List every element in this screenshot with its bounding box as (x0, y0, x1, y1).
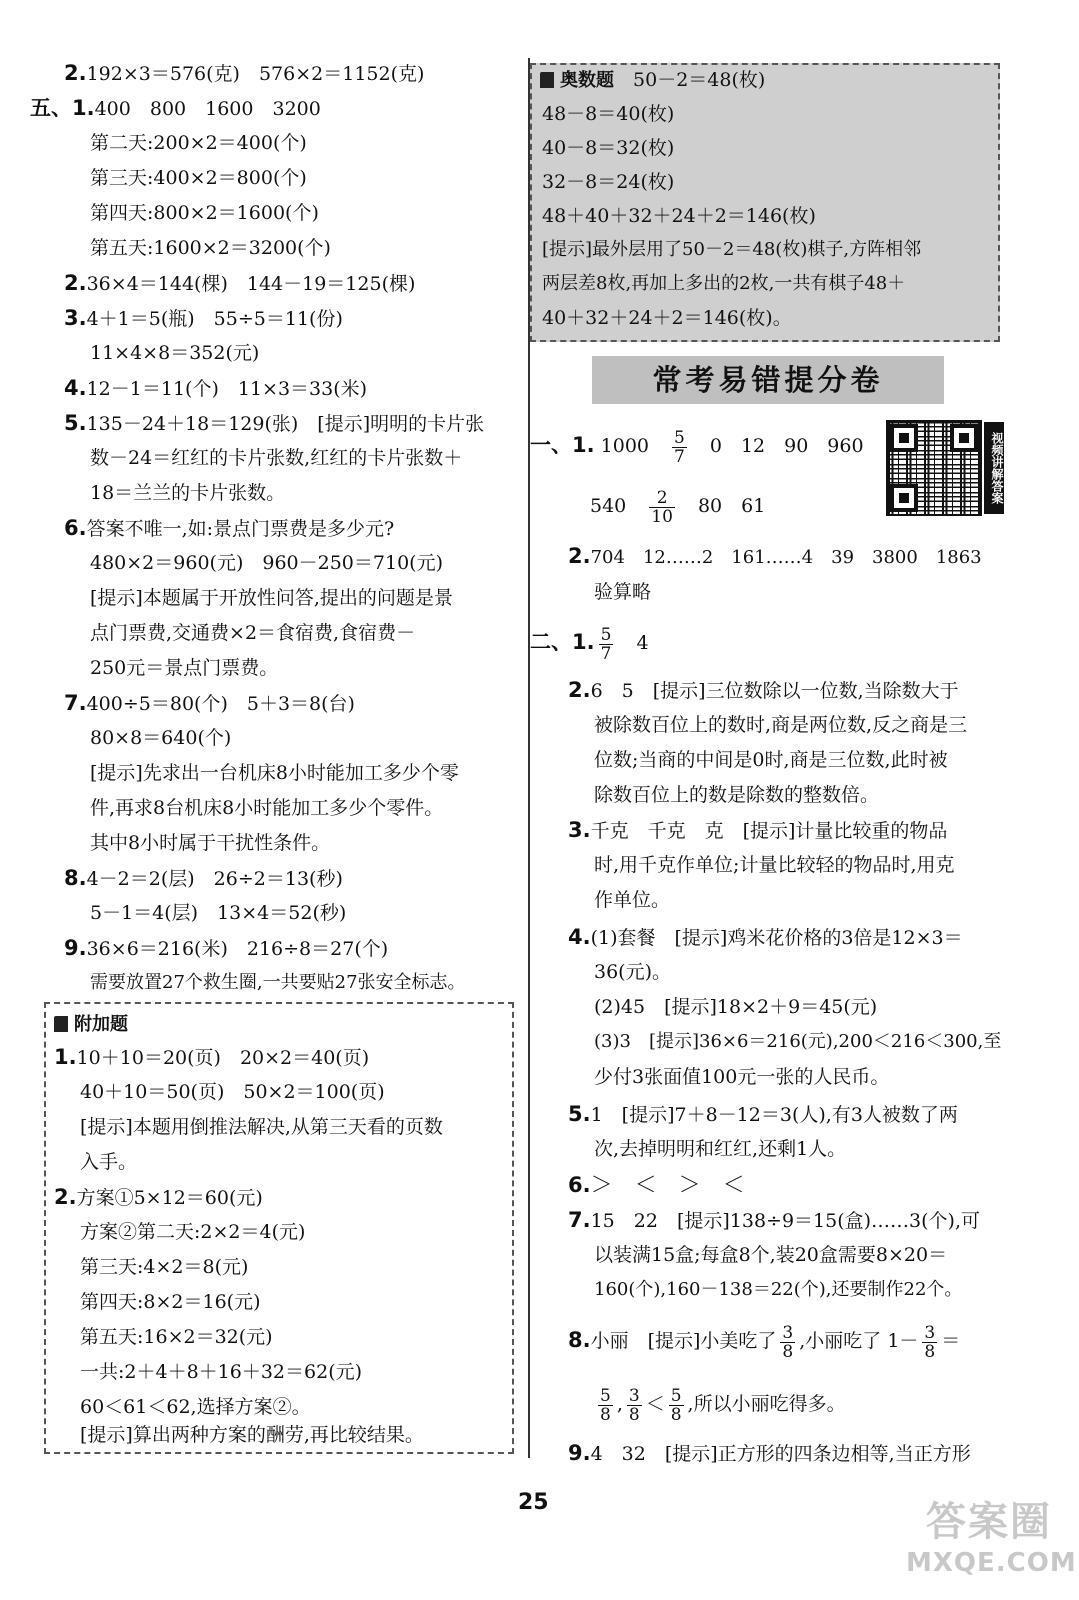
fraction-numerator: 3 (628, 1385, 640, 1406)
item-number: 6. (64, 516, 87, 540)
answer-line: 第五天:1600×2＝3200(个) (90, 237, 331, 259)
answer-line (64, 513, 394, 544)
qr-label: 视频讲解答案 (984, 422, 1004, 514)
answer-text: , (616, 1393, 623, 1415)
answer-line: 方案②第二天:2×2＝4(元) (80, 1221, 306, 1243)
answer-line: 作单位。 (594, 889, 671, 911)
fraction (599, 626, 614, 663)
fraction-denominator: 8 (670, 1404, 682, 1425)
fraction-denominator: 8 (924, 1341, 936, 1362)
answer-line: 验算略 (594, 581, 652, 603)
answer-text: 50－2＝48(枚) (633, 69, 766, 91)
answer-text: 6 5 [提示]三位数除以一位数,当除数大于 (590, 680, 959, 702)
answer-line (568, 1099, 958, 1130)
answer-line (568, 922, 963, 953)
answer-line: 48－8＝40(枚) (542, 103, 675, 125)
box-heading: 附加题 (54, 1010, 128, 1040)
answer-line: (3)3 [提示]36×6＝216(元),200＜216＜300,至 (594, 1031, 1002, 1052)
answer-line: 时,用千克作单位;计量比较轻的物品时,用克 (594, 854, 955, 876)
answer-line: 11×4×8＝352(元) (90, 342, 260, 364)
answer-line: [提示]算出两种方案的酬劳,再比较结果。 (80, 1424, 424, 1446)
answer-line: 250元＝景点门票费。 (90, 657, 279, 679)
answer-line (568, 1320, 960, 1361)
section-number: 一、 (530, 433, 572, 457)
answer-line: 被除数百位上的数时,商是两位数,反之商是三 (594, 714, 968, 736)
fraction (669, 1387, 684, 1424)
fraction (598, 1387, 613, 1424)
answer-line (54, 1042, 369, 1073)
qr-finder-icon (890, 424, 918, 452)
answer-line (568, 1205, 980, 1236)
answer-text: ,小丽吃了 1－ (799, 1330, 919, 1352)
box-heading: 奥数题 (540, 70, 614, 91)
answer-line: 36(元)。 (594, 961, 672, 983)
item-number: 8. (64, 866, 87, 890)
answer-line (64, 373, 367, 404)
fraction-numerator: 5 (674, 427, 685, 448)
answer-line: 少付3张面值100元一张的人民币。 (594, 1066, 890, 1088)
answer-text: 4－2＝2(层) 26÷2＝13(秒) (86, 868, 343, 890)
answer-line (64, 408, 484, 439)
answer-text: 0 12 90 960 (709, 435, 864, 457)
answer-line: 40＋10＝50(页) 50×2＝100(页) (80, 1081, 385, 1103)
answer-text: 10＋10＝20(页) 20×2＝40(页) (76, 1047, 370, 1069)
answer-line (530, 622, 649, 663)
answer-line (64, 688, 355, 719)
answer-line: 第五天:16×2＝32(元) (80, 1326, 273, 1348)
answer-line: 其中8小时属于干扰性条件。 (90, 832, 331, 854)
page-number: 25 (518, 1490, 549, 1515)
answer-text: ,所以小丽吃得多。 (687, 1393, 846, 1415)
item-number: 4. (64, 376, 87, 400)
answer-line: 第三天:400×2＝800(个) (90, 167, 307, 189)
qr-code-icon[interactable] (886, 420, 982, 516)
watermark-logo (906, 1498, 1077, 1594)
fraction-denominator: 10 (651, 506, 673, 527)
fraction-denominator: 8 (600, 1404, 611, 1425)
item-number: 2. (64, 271, 87, 295)
answer-line: 第四天:8×2＝16(元) (80, 1291, 261, 1313)
answer-line (530, 425, 864, 466)
answer-text: 千克 千克 克 [提示]计量比较重的物品 (590, 820, 948, 842)
answer-line: [提示]最外层用了50－2＝48(枚)棋子,方阵相邻 (542, 239, 922, 260)
answer-text: ＜ (645, 1393, 665, 1415)
answer-line (64, 268, 415, 299)
qr-finder-icon (890, 484, 918, 512)
item-number: 1. (72, 96, 95, 120)
answer-line: 32－8＝24(枚) (542, 171, 675, 193)
fraction (922, 1324, 937, 1361)
fraction (780, 1324, 795, 1361)
answer-line: 两层差8枚,再加上多出的2枚,一共有棋子48＋ (542, 273, 906, 294)
answer-line (64, 58, 424, 89)
fraction-denominator: 7 (674, 446, 685, 467)
answer-line: 80×8＝640(个) (90, 727, 232, 749)
item-number: 2. (568, 678, 591, 702)
extra-questions-box (44, 1002, 514, 1454)
answer-text: 1 [提示]7＋8－12＝3(人),有3人被数了两 (590, 1104, 958, 1126)
item-number: 2. (54, 1185, 77, 1209)
answer-line: 第四天:800×2＝1600(个) (90, 202, 319, 224)
fraction (672, 429, 687, 466)
answer-line: 40＋32＋24＋2＝146(枚)。 (542, 307, 792, 329)
answer-text: 12－1＝11(个) 11×3＝33(米) (86, 378, 368, 400)
answer-line: 以装满15盒;每盒8个,装20盒需要8×20＝ (594, 1244, 948, 1266)
answer-text: 36×6＝216(米) 216÷8＝27(个) (86, 938, 389, 960)
banner-title: 常考易错提分卷 (652, 363, 884, 397)
answer-text: 80 61 (697, 495, 766, 517)
answer-line (568, 1438, 971, 1469)
fraction (627, 1387, 642, 1424)
answer-text: 400÷5＝80(个) 5＋3＝8(台) (86, 693, 355, 715)
section-banner (592, 356, 944, 404)
item-number: 8. (568, 1328, 591, 1352)
item-number: 6. (568, 1173, 591, 1197)
qr-finder-icon (950, 424, 978, 452)
answer-line: [提示]本题属于开放性问答,提出的问题是景 (90, 587, 453, 609)
answer-line: 入手。 (80, 1151, 138, 1173)
section-number: 二、 (530, 630, 572, 654)
item-number: 2. (568, 544, 591, 568)
answer-line: 60＜61＜62,选择方案②。 (80, 1396, 311, 1418)
item-number: 7. (568, 1208, 591, 1232)
answer-line: 160(个),160－138＝22(个),还要制作22个。 (594, 1279, 963, 1300)
fraction-numerator: 3 (924, 1322, 936, 1343)
answer-line: 点门票费,交通费×2＝食宿费,食宿费－ (90, 622, 416, 644)
answer-line (594, 1384, 846, 1424)
answer-line: 需要放置27个救生圈,一共要贴27张安全标志。 (90, 972, 466, 993)
watermark-url: MXQE.COM (906, 1548, 1077, 1578)
answer-line: 件,再求8台机床8小时能加工多少个零件。 (90, 797, 444, 819)
olympiad-box (530, 63, 1000, 342)
fraction-numerator: 5 (600, 624, 612, 645)
item-number: 3. (568, 818, 591, 842)
answer-text: 1000 (600, 435, 649, 457)
answer-line: 数－24＝红红的卡片张数,红红的卡片张数＋ (90, 447, 463, 469)
answer-line: 5－1＝4(层) 13×4＝52(秒) (90, 902, 347, 924)
answer-line: (2)45 [提示]18×2＋9＝45(元) (594, 996, 878, 1018)
answer-line (54, 1182, 263, 1213)
answer-line: 48＋40＋32＋24＋2＝146(枚) (542, 205, 816, 227)
fraction-numerator: 3 (782, 1322, 794, 1343)
answer-line: 次,去掉明明和红红,还剩1人。 (594, 1138, 847, 1160)
answer-line: 第三天:4×2＝8(元) (80, 1256, 249, 1278)
answer-line (64, 863, 343, 894)
item-number: 7. (64, 691, 87, 715)
item-number: 4. (568, 925, 591, 949)
section-number: 五、 (30, 96, 72, 120)
answer-text: 704 12……2 161……4 39 3800 1863 (590, 547, 982, 568)
watermark-text: 答案圈 (926, 1499, 1052, 1545)
answer-text: 15 22 [提示]138÷9＝15(盒)……3(个),可 (590, 1210, 981, 1232)
answer-text: 540 (590, 495, 627, 517)
answer-line: [提示]本题用倒推法解决,从第三天看的页数 (80, 1116, 443, 1138)
answer-text: ＝ (941, 1330, 961, 1352)
answer-line (64, 933, 388, 964)
answer-line: 除数百位上的数是除数的整数倍。 (594, 784, 880, 806)
fraction-denominator: 8 (628, 1404, 640, 1425)
fraction (649, 489, 675, 526)
fraction-numerator: 2 (649, 489, 675, 508)
answer-text: 方案①5×12＝60(元) (76, 1187, 263, 1209)
fraction-denominator: 8 (782, 1341, 794, 1362)
item-number: 2. (64, 61, 87, 85)
answer-text: (1)套餐 [提示]鸡米花价格的3倍是12×3＝ (590, 927, 963, 949)
answer-line (568, 541, 982, 573)
item-number: 9. (568, 1441, 591, 1465)
answer-text: 4 (636, 632, 649, 654)
answer-line: 40－8＝32(枚) (542, 137, 675, 159)
answer-line: 18＝兰兰的卡片张数。 (90, 482, 286, 504)
item-number: 3. (64, 306, 87, 330)
answer-line (568, 815, 947, 846)
answer-text: 36×4＝144(棵) 144－19＝125(棵) (86, 273, 416, 295)
answer-line: 480×2＝960(元) 960－250＝710(元) (90, 552, 443, 574)
answer-line (540, 65, 765, 96)
answer-text: 答案不唯一,如:景点门票费是多少元? (86, 518, 395, 540)
answer-text: 192×3＝576(克) 576×2＝1152(克) (86, 63, 425, 85)
answer-line: 第二天:200×2＝400(个) (90, 132, 307, 154)
item-number: 9. (64, 936, 87, 960)
answer-line (568, 675, 959, 706)
answer-text: 135－24＋18＝129(张) [提示]明明的卡片张 (86, 413, 485, 435)
answer-text: ＞ ＜ ＞ ＜ (590, 1173, 745, 1198)
answer-text: 小丽 [提示]小美吃了 (590, 1330, 777, 1352)
item-number: 1. (572, 433, 595, 457)
answer-line: 一共:2＋4＋8＋16＋32＝62(元) (80, 1361, 363, 1383)
answer-text: 4＋1＝5(瓶) 55÷5＝11(份) (86, 308, 343, 330)
fraction-numerator: 5 (670, 1385, 682, 1406)
item-number: 5. (568, 1102, 591, 1126)
answer-text: 4 32 [提示]正方形的四条边相等,当正方形 (590, 1443, 971, 1465)
fraction-numerator: 5 (600, 1385, 611, 1406)
answer-line (590, 486, 765, 526)
answer-line (30, 93, 321, 124)
item-number: 1. (572, 630, 595, 654)
item-number: 5. (64, 411, 87, 435)
item-number: 1. (54, 1045, 77, 1069)
answer-line (568, 1170, 745, 1201)
fraction-denominator: 7 (600, 643, 612, 664)
answer-line: [提示]先求出一台机床8小时能加工多少个零 (90, 762, 459, 784)
answer-text: 400 800 1600 3200 (94, 98, 321, 120)
answer-line (64, 303, 343, 334)
answer-line: 位数;当商的中间是0时,商是三位数,此时被 (594, 749, 948, 771)
